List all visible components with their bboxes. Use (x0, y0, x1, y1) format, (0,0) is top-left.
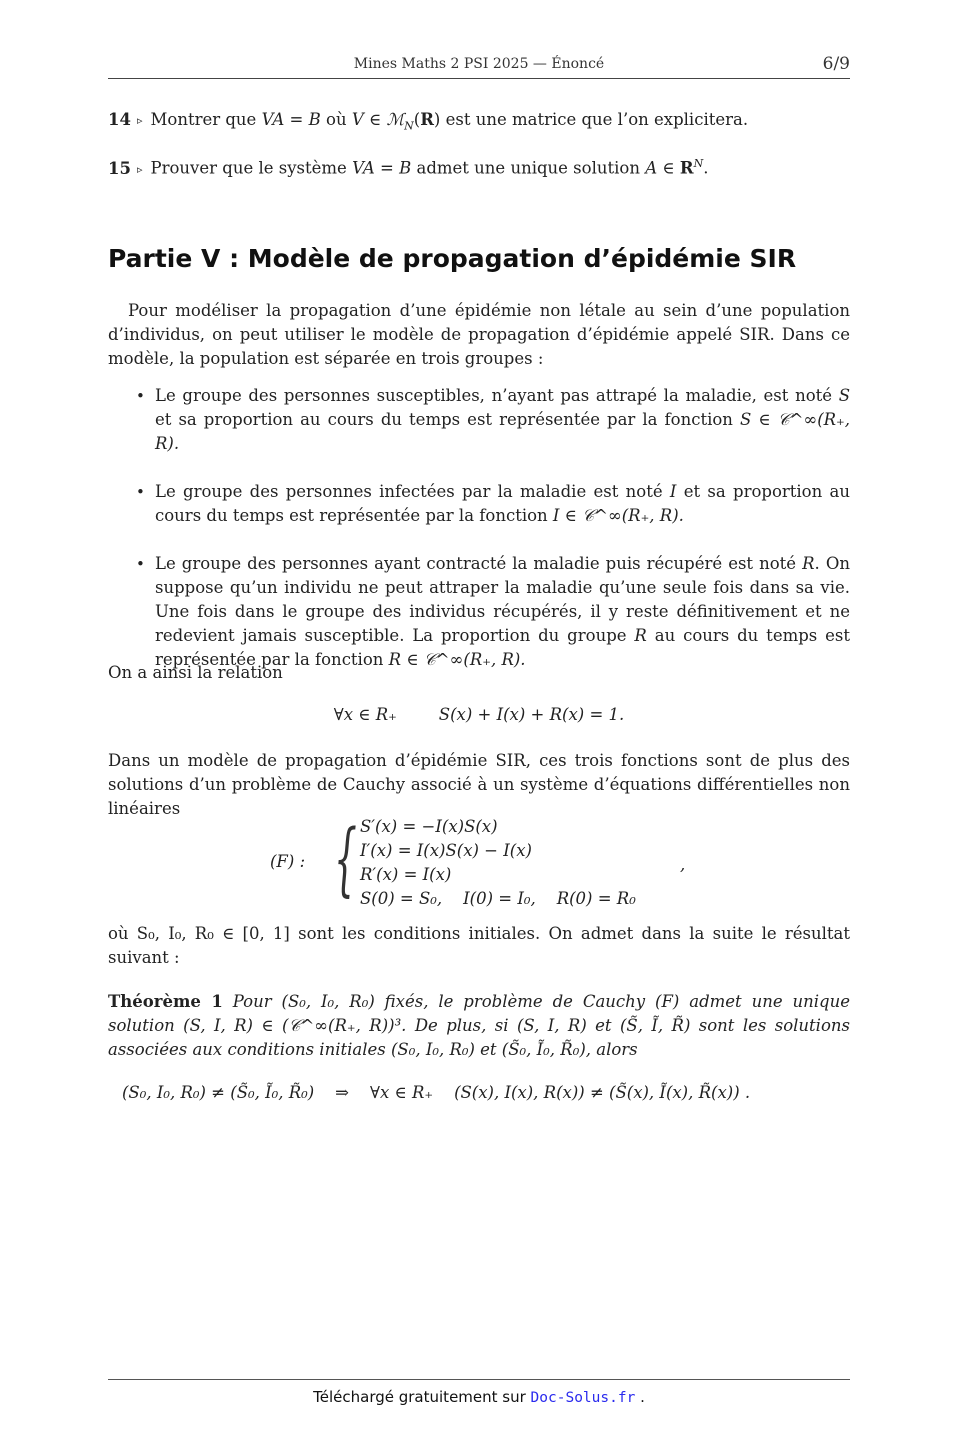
header-title: Mines Maths 2 PSI 2025 — Énoncé (353, 56, 605, 72)
bullet-math: R (634, 626, 647, 645)
bullet-math: R (802, 554, 815, 573)
bullet-icon: • (136, 387, 145, 405)
bullet-text: et sa proportion au cours du temps est représentée par la fonction (155, 410, 740, 429)
relation-equation: ∀x ∈ R₊ S(x) + I(x) + R(x) = 1. (333, 705, 625, 724)
q15-text-4: ∈ (657, 158, 680, 178)
q15-math-b: B (399, 158, 412, 178)
bullet-math: S ∈ 𝒞^∞(R₊, R). (155, 410, 851, 453)
page-footer (108, 1388, 850, 1406)
q14-math-va: VA (261, 110, 285, 129)
equation-line: I′(x) = I(x)S(x) − I(x) (360, 841, 532, 860)
bullet-math: R ∈ 𝒞^∞(R₊, R). (388, 650, 526, 669)
group-list (108, 384, 850, 672)
bullet-math: I (669, 482, 677, 501)
question-number: 15 (108, 158, 131, 178)
bullet-icon: • (136, 483, 145, 501)
bullet-icon: • (136, 555, 145, 573)
left-brace-icon: { (334, 812, 357, 905)
bullet-text: Le groupe des personnes susceptibles, n’ayant pas attrapé la maladie, est noté (155, 386, 839, 405)
equation-line: R′(x) = I(x) (360, 865, 452, 884)
list-item (108, 384, 850, 456)
q15-math-va: VA (352, 158, 375, 178)
equation-line: S′(x) = −I(x)S(x) (360, 817, 498, 836)
list-item (108, 552, 850, 672)
theorem-title: Théorème 1 (108, 992, 223, 1011)
footer-divider (108, 1379, 850, 1380)
q15-math-a: A (645, 158, 658, 178)
q14-sub-n: N (404, 119, 414, 133)
q14-text-1: Montrer que (150, 110, 262, 129)
footer-end: . (635, 1388, 645, 1406)
bullet-text: . On suppose qu’un individu ne peut attraper la maladie qu’une seule fois dans sa vie. Une fois dans le groupe des individus récupérés, il y reste définitivement et ne redevient jamais susceptible. La proportion du groupe (155, 554, 850, 645)
triangle-icon: ▹ (136, 162, 143, 176)
q14-text-3: où (320, 110, 352, 129)
q14-math-v: V (351, 110, 364, 129)
q15-text-3: admet une unique solution (411, 158, 646, 178)
q14-math-b: B (308, 110, 321, 129)
q15-text-5: . (703, 158, 709, 178)
q15-sup-n: N (693, 157, 704, 170)
system-lines (360, 815, 636, 911)
q14-text-4: ∈ (363, 110, 387, 129)
q14-text-5: ( (413, 110, 421, 129)
footer-text: Téléchargé gratuitement sur (313, 1388, 531, 1406)
bullet-math: S (838, 386, 850, 405)
question-15 (108, 157, 708, 178)
triangle-icon: ▹ (136, 114, 143, 127)
list-item (108, 480, 850, 528)
implication-equation: (S₀, I₀, R₀) ≠ (S̃₀, Ĩ₀, R̃₀) ⇒ ∀x ∈ R₊ (S(x), I(x), R(x)) ≠ (S̃(x), Ĩ(x), R̃(x)) . (122, 1083, 751, 1102)
bullet-text: au cours du temps est représentée par la fonction (155, 626, 851, 669)
system-comma: , (680, 855, 686, 874)
q15-reals: R (679, 158, 694, 178)
page-header (108, 54, 850, 79)
q15-text-2: = (374, 158, 400, 178)
cauchy-paragraph: Dans un modèle de propagation d’épidémie SIR, ces trois fonctions sont de plus des solutions d’un problème de Cauchy associé à un système d’équations différentielles non linéaires (108, 751, 850, 818)
q14-text-2: = (284, 110, 309, 129)
bullet-math: I ∈ 𝒞^∞(R₊, R). (552, 506, 684, 525)
q15-text-1: Prouver que le système (150, 158, 353, 178)
page-number: 6/9 (822, 54, 850, 74)
question-14 (108, 110, 748, 132)
q14-math-matrix-space: ℳ (386, 110, 405, 129)
bullet-text: Le groupe des personnes infectées par la maladie est noté (155, 482, 670, 501)
system-label: (F) : (270, 852, 306, 871)
bullet-text: Le groupe des personnes ayant contracté la maladie puis récupéré est noté (155, 554, 803, 573)
doc-solus-link[interactable]: Doc-Solus.fr (530, 1390, 636, 1406)
theorem-body: Pour (S₀, I₀, R₀) fixés, le problème de Cauchy (F) admet une unique solution (S, I, R) ∈ (𝒞^∞(R₊, R))³. De plus, si (S, I, R) et (S̃, Ĩ, R̃) sont les solutions associées aux conditions initiales (S₀, I₀, R₀) et (S̃₀, Ĩ₀, R̃₀), alors (108, 992, 850, 1059)
document-page (108, 0, 850, 1441)
question-number: 14 (108, 110, 131, 129)
section-title: Partie V : Modèle de propagation d’épidémie SIR (108, 244, 797, 273)
ode-system (270, 812, 850, 911)
intro-paragraph: Pour modéliser la propagation d’une épidémie non létale au sein d’une population d’individus, on peut utiliser le modèle de propagation d’épidémie appelé SIR. Dans ce modèle, la population est séparée en trois groupes : (108, 301, 850, 368)
equation-line: S(0) = S₀, I(0) = I₀, R(0) = R₀ (360, 889, 636, 908)
bullet-text: et sa proportion au cours du temps est représentée par la fonction (155, 482, 850, 525)
q14-reals: R (420, 110, 434, 129)
initial-conditions-paragraph: où S₀, I₀, R₀ ∈ [0, 1] sont les conditions initiales. On admet dans la suite le résultat suivant : (108, 924, 850, 967)
q14-text-6: ) est une matrice que l’on explicitera. (433, 110, 749, 129)
theorem-block (108, 990, 850, 1062)
relation-intro: On a ainsi la relation (108, 663, 283, 682)
